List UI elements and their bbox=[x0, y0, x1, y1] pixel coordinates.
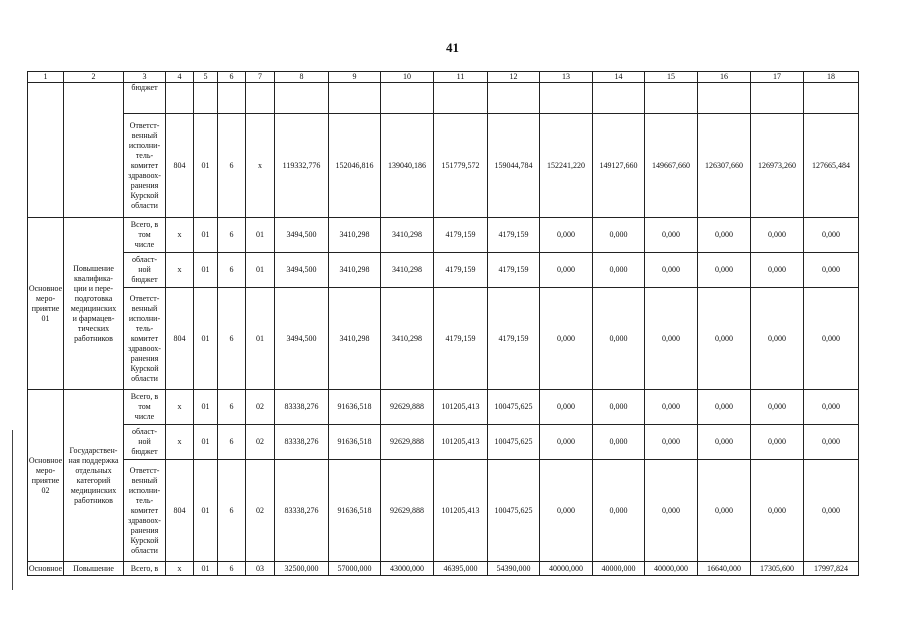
table-cell: 3410,298 bbox=[329, 218, 381, 253]
budget-table bbox=[27, 71, 859, 576]
table-cell: 6 bbox=[218, 460, 246, 562]
column-header: 6 bbox=[218, 72, 246, 83]
column-header: 2 bbox=[64, 72, 124, 83]
column-header: 14 bbox=[593, 72, 645, 83]
row-label: Ответст- венный исполни- тель- комитет здравоох- ранения Курской области bbox=[124, 288, 166, 390]
measure-description: Государствен- ная поддержка отдельных категорий медицинских работников bbox=[64, 390, 124, 562]
table-cell: 46395,000 bbox=[434, 562, 488, 576]
table-cell: 0,000 bbox=[645, 460, 698, 562]
table-cell bbox=[166, 83, 194, 114]
measure-title: Основное bbox=[28, 562, 64, 576]
table-cell: х bbox=[166, 425, 194, 460]
table-cell: 152046,816 bbox=[329, 114, 381, 218]
column-header: 5 bbox=[194, 72, 218, 83]
table-cell bbox=[218, 83, 246, 114]
table-cell: 6 bbox=[218, 114, 246, 218]
table-cell: 0,000 bbox=[540, 390, 593, 425]
table-cell: 92629,888 bbox=[381, 425, 434, 460]
row-label: област- ной бюджет bbox=[124, 425, 166, 460]
row-label: Всего, в том числе bbox=[124, 218, 166, 253]
table-cell: 43000,000 bbox=[381, 562, 434, 576]
table-cell: 6 bbox=[218, 253, 246, 288]
table-cell: 03 bbox=[246, 562, 275, 576]
table-cell: 92629,888 bbox=[381, 460, 434, 562]
table-cell: 3410,298 bbox=[381, 218, 434, 253]
column-header: 18 bbox=[804, 72, 859, 83]
table-cell: 6 bbox=[218, 390, 246, 425]
table-cell: 0,000 bbox=[698, 288, 751, 390]
column-header: 1 bbox=[28, 72, 64, 83]
table-cell: 3410,298 bbox=[381, 288, 434, 390]
table-cell bbox=[645, 83, 698, 114]
table-cell: 0,000 bbox=[540, 425, 593, 460]
table-cell: 0,000 bbox=[593, 460, 645, 562]
table-row bbox=[28, 83, 859, 114]
table-cell: 0,000 bbox=[698, 425, 751, 460]
table-cell bbox=[698, 83, 751, 114]
table-cell: 149127,660 bbox=[593, 114, 645, 218]
table-cell: 100475,625 bbox=[488, 425, 540, 460]
table-cell: 54390,000 bbox=[488, 562, 540, 576]
table-cell: 6 bbox=[218, 562, 246, 576]
table-cell: 01 bbox=[194, 218, 218, 253]
table-cell: 0,000 bbox=[540, 288, 593, 390]
table-cell: 804 bbox=[166, 288, 194, 390]
table-cell: 01 bbox=[194, 562, 218, 576]
table-cell: х bbox=[166, 562, 194, 576]
table-cell: 17305,600 bbox=[751, 562, 804, 576]
measure-description: Повышение квалифика- ции и пере- подготовка медицинских и фармацев- тических работников bbox=[64, 218, 124, 390]
table-cell: 0,000 bbox=[751, 218, 804, 253]
table-cell bbox=[381, 83, 434, 114]
table-cell: 40000,000 bbox=[540, 562, 593, 576]
table-cell: 0,000 bbox=[804, 253, 859, 288]
table-cell: 126973,260 bbox=[751, 114, 804, 218]
table-cell: 3494,500 bbox=[275, 288, 329, 390]
table-cell: 4179,159 bbox=[434, 253, 488, 288]
column-header: 4 bbox=[166, 72, 194, 83]
table-cell: 0,000 bbox=[698, 460, 751, 562]
measure-title: Основное меро- приятие 02 bbox=[28, 390, 64, 562]
table-cell bbox=[804, 83, 859, 114]
table-cell: 0,000 bbox=[804, 218, 859, 253]
table-cell: 0,000 bbox=[751, 425, 804, 460]
table-cell: 0,000 bbox=[540, 253, 593, 288]
table-cell: 3410,298 bbox=[381, 253, 434, 288]
row-label: Всего, в bbox=[124, 562, 166, 576]
table-cell: 3494,500 bbox=[275, 218, 329, 253]
table-cell: х bbox=[166, 390, 194, 425]
table-row bbox=[28, 390, 859, 425]
table-cell: 3410,298 bbox=[329, 253, 381, 288]
table-cell: 6 bbox=[218, 425, 246, 460]
row-label: Ответст- венный исполни- тель- комитет здравоох- ранения Курской области bbox=[124, 114, 166, 218]
table-cell: 0,000 bbox=[698, 218, 751, 253]
table-cell: 01 bbox=[194, 425, 218, 460]
table-cell: 0,000 bbox=[540, 460, 593, 562]
table-cell: 83338,276 bbox=[275, 460, 329, 562]
table-cell: 01 bbox=[246, 218, 275, 253]
column-header: 12 bbox=[488, 72, 540, 83]
table-cell: 151779,572 bbox=[434, 114, 488, 218]
table-cell: 101205,413 bbox=[434, 425, 488, 460]
column-header: 15 bbox=[645, 72, 698, 83]
column-header: 10 bbox=[381, 72, 434, 83]
table-cell: 0,000 bbox=[593, 425, 645, 460]
table-cell: 0,000 bbox=[593, 218, 645, 253]
table-cell: 139040,186 bbox=[381, 114, 434, 218]
table-cell: х bbox=[166, 218, 194, 253]
table-cell: 0,000 bbox=[751, 253, 804, 288]
table-cell: 01 bbox=[194, 253, 218, 288]
table-cell bbox=[488, 83, 540, 114]
table-cell bbox=[194, 83, 218, 114]
table-cell: 0,000 bbox=[804, 460, 859, 562]
table-cell bbox=[275, 83, 329, 114]
table-cell: 02 bbox=[246, 390, 275, 425]
row-label: Ответст- венный исполни- тель- комитет здравоох- ранения Курской области bbox=[124, 460, 166, 562]
table-row bbox=[28, 114, 859, 218]
table-cell: 01 bbox=[194, 460, 218, 562]
table-cell: 4179,159 bbox=[488, 218, 540, 253]
table-row bbox=[28, 218, 859, 253]
table-cell: х bbox=[166, 253, 194, 288]
table-cell bbox=[593, 83, 645, 114]
table-cell: 40000,000 bbox=[593, 562, 645, 576]
table-cell bbox=[246, 83, 275, 114]
table-cell: 91636,518 bbox=[329, 425, 381, 460]
table-cell bbox=[434, 83, 488, 114]
column-header: 7 bbox=[246, 72, 275, 83]
table-cell: 0,000 bbox=[751, 460, 804, 562]
row-label: област- ной бюджет bbox=[124, 253, 166, 288]
table-cell: 0,000 bbox=[593, 390, 645, 425]
table-cell: 119332,776 bbox=[275, 114, 329, 218]
table-cell: 0,000 bbox=[645, 288, 698, 390]
table-cell: 4179,159 bbox=[434, 288, 488, 390]
scan-edge-line bbox=[12, 430, 13, 590]
table-cell: 0,000 bbox=[645, 253, 698, 288]
table-cell bbox=[329, 83, 381, 114]
table-cell: 02 bbox=[246, 460, 275, 562]
table-cell: 152241,220 bbox=[540, 114, 593, 218]
row-label: Всего, в том числе bbox=[124, 390, 166, 425]
table-cell: 0,000 bbox=[698, 253, 751, 288]
table-row bbox=[28, 562, 859, 576]
table-cell: 0,000 bbox=[751, 288, 804, 390]
table-cell: 3494,500 bbox=[275, 253, 329, 288]
column-header: 3 bbox=[124, 72, 166, 83]
column-header: 9 bbox=[329, 72, 381, 83]
header-row bbox=[28, 72, 859, 83]
table-cell: 126307,660 bbox=[698, 114, 751, 218]
table-cell: 91636,518 bbox=[329, 390, 381, 425]
table-cell: 83338,276 bbox=[275, 390, 329, 425]
table-row bbox=[28, 425, 859, 460]
table-cell: 92629,888 bbox=[381, 390, 434, 425]
table-cell: 149667,660 bbox=[645, 114, 698, 218]
table-cell: 0,000 bbox=[804, 288, 859, 390]
table-row bbox=[28, 460, 859, 562]
table-cell: 6 bbox=[218, 288, 246, 390]
table-cell: 0,000 bbox=[593, 288, 645, 390]
table-row bbox=[28, 288, 859, 390]
table-cell: 804 bbox=[166, 114, 194, 218]
table-cell: 4179,159 bbox=[488, 288, 540, 390]
table-cell: 91636,518 bbox=[329, 460, 381, 562]
table-cell: 83338,276 bbox=[275, 425, 329, 460]
table-cell: 32500,000 bbox=[275, 562, 329, 576]
column-header: 13 bbox=[540, 72, 593, 83]
table-cell: 17997,824 bbox=[804, 562, 859, 576]
table-cell: 101205,413 bbox=[434, 460, 488, 562]
table-cell: 0,000 bbox=[645, 390, 698, 425]
table-cell: 4179,159 bbox=[488, 253, 540, 288]
table-cell: 100475,625 bbox=[488, 460, 540, 562]
measure-description: Повышение bbox=[64, 562, 124, 576]
table-cell: 02 bbox=[246, 425, 275, 460]
table-cell bbox=[751, 83, 804, 114]
table-cell: 0,000 bbox=[698, 390, 751, 425]
table-cell: 6 bbox=[218, 218, 246, 253]
table-cell: 01 bbox=[246, 253, 275, 288]
table-cell: 57000,000 bbox=[329, 562, 381, 576]
table-cell: 100475,625 bbox=[488, 390, 540, 425]
table-cell: 40000,000 bbox=[645, 562, 698, 576]
table-cell: 16640,000 bbox=[698, 562, 751, 576]
table-cell: 01 bbox=[194, 114, 218, 218]
table-cell: 3410,298 bbox=[329, 288, 381, 390]
table-cell: 4179,159 bbox=[434, 218, 488, 253]
table-cell: 01 bbox=[246, 288, 275, 390]
measure-title: Основное меро- приятие 01 bbox=[28, 218, 64, 390]
column-header: 11 bbox=[434, 72, 488, 83]
table-cell: 159044,784 bbox=[488, 114, 540, 218]
table-cell bbox=[64, 83, 124, 218]
table-cell: 0,000 bbox=[645, 218, 698, 253]
table-cell: 0,000 bbox=[751, 390, 804, 425]
table-cell: 0,000 bbox=[645, 425, 698, 460]
column-header: 8 bbox=[275, 72, 329, 83]
column-header: 16 bbox=[698, 72, 751, 83]
table-cell: 0,000 bbox=[804, 390, 859, 425]
table-cell: 0,000 bbox=[804, 425, 859, 460]
table-cell: 0,000 bbox=[593, 253, 645, 288]
table-cell bbox=[28, 83, 64, 218]
column-header: 17 bbox=[751, 72, 804, 83]
table-cell bbox=[540, 83, 593, 114]
table-cell: 0,000 bbox=[540, 218, 593, 253]
table-cell: 01 bbox=[194, 390, 218, 425]
table-cell: 101205,413 bbox=[434, 390, 488, 425]
table-cell: 01 bbox=[194, 288, 218, 390]
table-cell: х bbox=[246, 114, 275, 218]
page-number: 41 bbox=[446, 40, 459, 55]
table-row bbox=[28, 253, 859, 288]
table-cell: 804 bbox=[166, 460, 194, 562]
row-label: бюджет bbox=[124, 83, 166, 114]
table-cell: 127665,484 bbox=[804, 114, 859, 218]
